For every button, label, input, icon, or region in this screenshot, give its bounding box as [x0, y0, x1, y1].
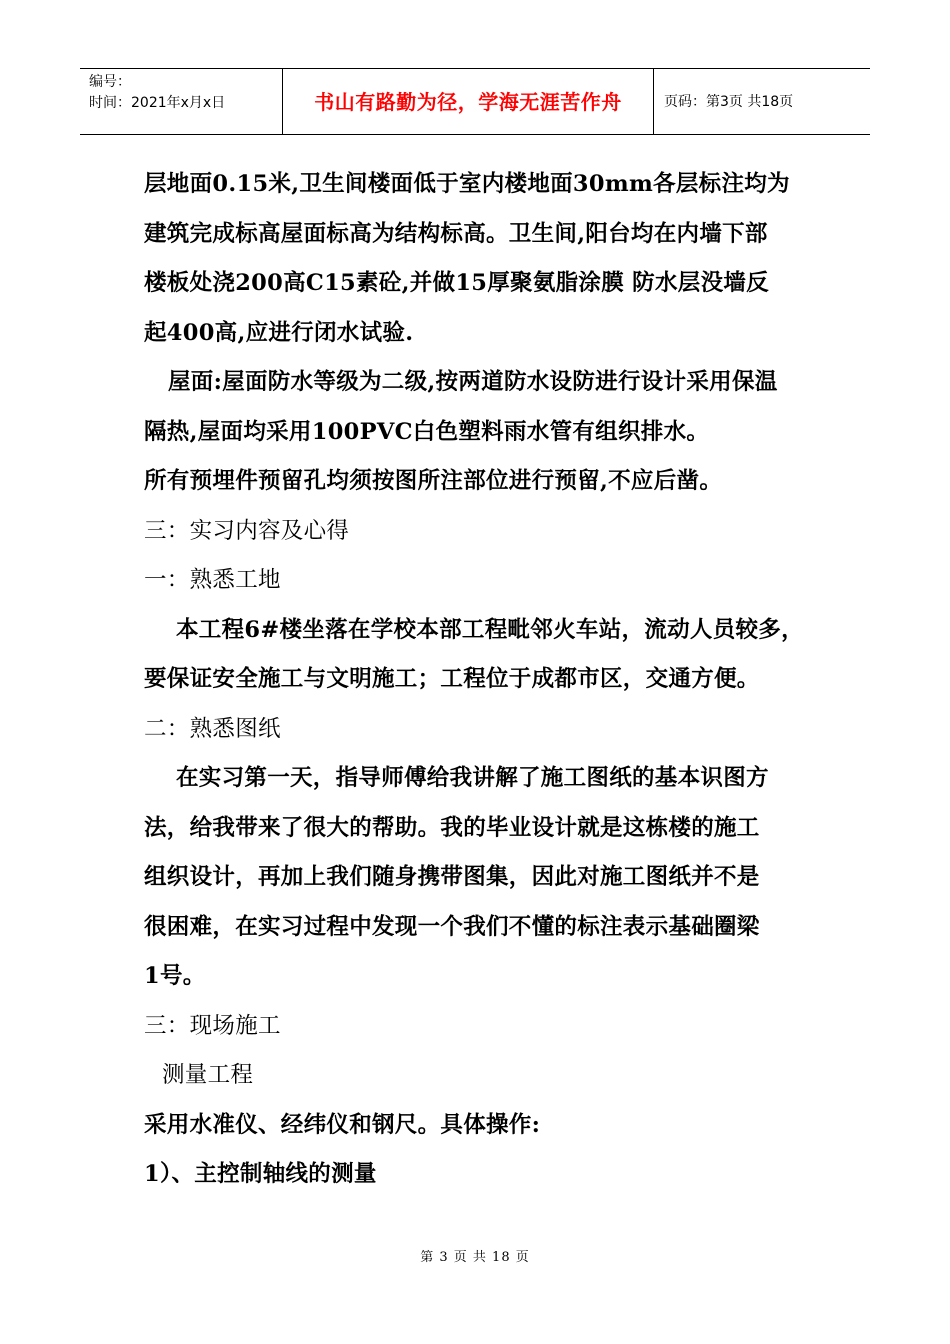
body-line: 很困难，在实习过程中发现一个我们不懂的标注表示基础圈梁	[144, 913, 760, 940]
body-line: 所有预埋件预留孔均须按图所注部位进行预留,不应后凿。	[144, 468, 723, 494]
document-body	[144, 160, 824, 1200]
body-line: 建筑完成标高屋面标高为结构标高。卫生间,阳台均在内墙下部	[144, 220, 768, 247]
section-heading: 二：熟悉图纸	[144, 715, 281, 742]
header-motto: 书山有路勤为径，学海无涯苦作舟	[282, 69, 654, 134]
section-heading: 三：实习内容及心得	[144, 517, 350, 544]
body-line: 组织设计，再加上我们随身携带图集，因此对施工图纸并不是	[144, 864, 760, 890]
body-line: 隔热,屋面均采用100PVC白色塑料雨水管有组织排水。	[144, 418, 710, 445]
body-line: 屋面:屋面防水等级为二级,按两道防水设防进行设计采用保温	[168, 369, 778, 395]
body-line: 起400高,应进行闭水试验.	[144, 319, 414, 346]
body-line: 层地面0.15米,卫生间楼面低于室内楼地面30mm各层标注均为	[144, 171, 790, 197]
header-meta	[80, 69, 282, 134]
body-line: 楼板处浇200高C15素砼,并做15厚聚氨脂涂膜 防水层没墙反	[144, 270, 769, 296]
body-line: 法，给我带来了很大的帮助。我的毕业设计就是这栋楼的施工	[144, 814, 760, 841]
body-line: 要保证安全施工与文明施工；工程位于成都市区，交通方便。	[144, 666, 760, 692]
body-line: 在实习第一天，指导师傅给我讲解了施工图纸的基本识图方	[176, 765, 769, 791]
section-heading: 一：熟悉工地	[144, 567, 281, 593]
header-page-info: 页码：第3页 共18页	[664, 94, 794, 110]
section-heading: 三：现场施工	[144, 1012, 281, 1039]
page-header	[80, 68, 870, 135]
body-line: 本工程6#楼坐落在学校本部工程毗邻火车站，流动人员较多，	[176, 616, 804, 643]
body-line: 1）、主控制轴线的测量	[144, 1161, 377, 1187]
body-line: 采用水准仪、经纬仪和钢尺。具体操作:	[144, 1111, 541, 1138]
time-label: 时间：2021年x月x日	[89, 95, 226, 111]
page-footer: 第 3 页 共 18 页	[420, 1250, 530, 1265]
subsection-heading: 测量工程	[162, 1062, 254, 1088]
number-label: 编号：	[89, 74, 131, 90]
body-line: 1号。	[144, 963, 206, 989]
